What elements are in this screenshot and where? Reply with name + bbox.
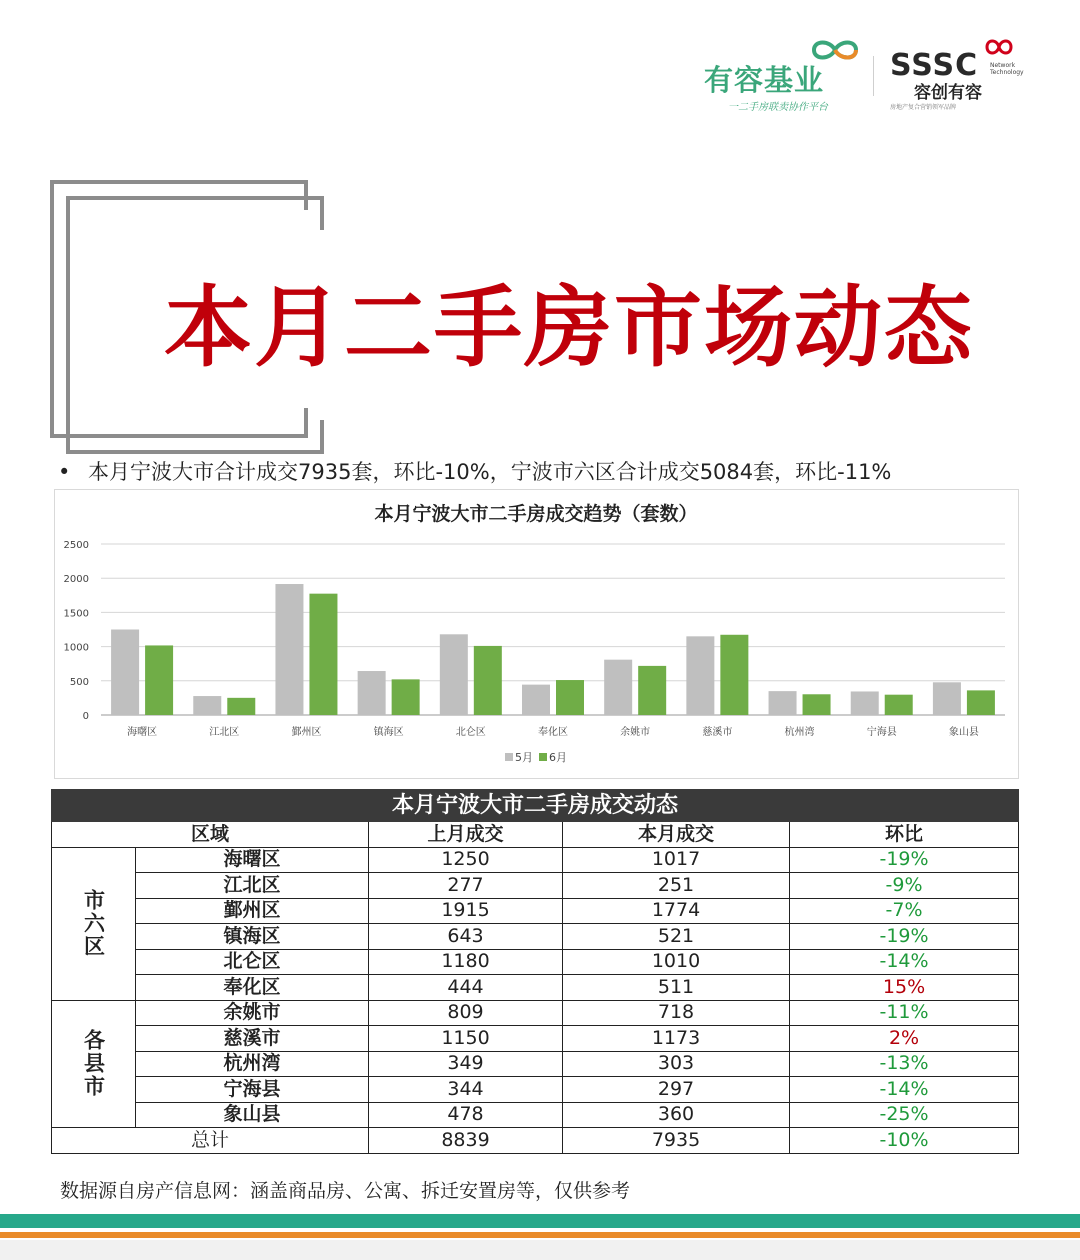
y-tick-label: 1500	[63, 608, 89, 620]
district-name: 北仑区	[136, 949, 369, 975]
this-month-value: 1173	[563, 1026, 790, 1052]
bar-june	[145, 645, 173, 715]
loop-icon	[984, 36, 1014, 58]
logo-right-brand: SSSC	[890, 48, 979, 83]
district-name: 宁海县	[136, 1077, 369, 1103]
x-tick-label: 海曙区	[127, 727, 158, 738]
ratio-value: -25%	[790, 1102, 1019, 1128]
ratio-value: -19%	[790, 924, 1019, 950]
ratio-value: -19%	[790, 847, 1019, 873]
logo-right-sub: 房地产复合营销领军品牌	[890, 104, 957, 111]
bar-june	[474, 646, 502, 715]
bar-june	[885, 695, 913, 715]
x-tick-label: 奉化区	[538, 727, 568, 738]
this-month-value: 511	[563, 975, 790, 1001]
ratio-value: 2%	[790, 1026, 1019, 1052]
table-body	[52, 847, 1019, 1153]
bullet-dot-icon: •	[58, 460, 71, 484]
last-month-value: 809	[369, 1000, 563, 1026]
district-name: 奉化区	[136, 975, 369, 1001]
header-this-month: 本月成交	[563, 822, 790, 848]
table-row	[52, 1077, 1019, 1103]
last-month-value: 1915	[369, 898, 563, 924]
ratio-value: -13%	[790, 1051, 1019, 1077]
last-month-value: 643	[369, 924, 563, 950]
this-month-value: 251	[563, 873, 790, 899]
logo-youronjiye	[700, 36, 865, 116]
transaction-table	[51, 789, 1019, 1154]
this-month-value: 303	[563, 1051, 790, 1077]
legend-label: 6月	[549, 751, 567, 764]
district-name: 象山县	[136, 1102, 369, 1128]
table-row	[52, 949, 1019, 975]
bar-june	[392, 679, 420, 715]
bar-may	[933, 682, 961, 715]
logo-sssc	[888, 36, 1038, 116]
bar-june	[967, 690, 995, 715]
table-row	[52, 898, 1019, 924]
logo-divider	[873, 56, 874, 96]
total-last-month: 8839	[369, 1128, 563, 1154]
y-tick-label: 500	[69, 676, 89, 688]
x-tick-label: 慈溪市	[702, 727, 733, 738]
last-month-value: 349	[369, 1051, 563, 1077]
this-month-value: 1010	[563, 949, 790, 975]
bar-may	[440, 634, 468, 715]
district-name: 余姚市	[136, 1000, 369, 1026]
header-region: 区域	[52, 822, 369, 848]
footer-band-grey	[0, 1240, 1080, 1260]
last-month-value: 444	[369, 975, 563, 1001]
this-month-value: 297	[563, 1077, 790, 1103]
header-last-month: 上月成交	[369, 822, 563, 848]
x-tick-label: 余姚市	[620, 727, 651, 738]
table-row	[52, 1000, 1019, 1026]
bar-june	[720, 635, 748, 715]
chart-svg	[55, 490, 1018, 778]
table-row-total	[52, 1128, 1019, 1154]
legend-swatch	[539, 753, 547, 761]
y-tick-label: 2000	[63, 574, 89, 586]
table-row	[52, 1051, 1019, 1077]
legend-label: 5月	[515, 751, 533, 764]
legend-swatch	[505, 753, 513, 761]
logo-left-brand: 有容基业	[704, 63, 825, 97]
ratio-value: -9%	[790, 873, 1019, 899]
ratio-value: -7%	[790, 898, 1019, 924]
table-row	[52, 847, 1019, 873]
header-ratio: 环比	[790, 822, 1019, 848]
table-row	[52, 873, 1019, 899]
chart-title: 本月宁波大市二手房成交趋势（套数）	[374, 503, 698, 525]
district-name: 慈溪市	[136, 1026, 369, 1052]
x-tick-label: 宁海县	[866, 727, 897, 738]
bar-may	[111, 630, 139, 716]
x-tick-label: 鄞州区	[291, 727, 322, 738]
last-month-value: 1180	[369, 949, 563, 975]
bar-june	[309, 594, 337, 715]
ratio-value: -14%	[790, 949, 1019, 975]
total-ratio: -10%	[790, 1128, 1019, 1154]
x-tick-label: 杭州湾	[784, 727, 815, 738]
this-month-value: 1774	[563, 898, 790, 924]
bar-june	[227, 698, 255, 715]
bar-june	[556, 680, 584, 715]
footer-band-teal	[0, 1214, 1080, 1228]
district-name: 海曙区	[136, 847, 369, 873]
this-month-value: 1017	[563, 847, 790, 873]
this-month-value: 718	[563, 1000, 790, 1026]
district-name: 镇海区	[136, 924, 369, 950]
table-row	[52, 975, 1019, 1001]
table-row	[52, 1026, 1019, 1052]
district-name: 鄞州区	[136, 898, 369, 924]
summary-text: 本月宁波大市合计成交7935套，环比-10%，宁波市六区合计成交5084套，环比-11%	[88, 460, 892, 484]
this-month-value: 521	[563, 924, 790, 950]
bar-june	[803, 694, 831, 715]
this-month-value: 360	[563, 1102, 790, 1128]
x-tick-label: 北仑区	[455, 727, 486, 738]
x-tick-label: 江北区	[209, 727, 240, 738]
x-tick-label: 镇海区	[373, 727, 404, 738]
district-name: 江北区	[136, 873, 369, 899]
last-month-value: 478	[369, 1102, 563, 1128]
bar-chart	[54, 489, 1019, 779]
bar-may	[358, 671, 386, 715]
bar-june	[638, 666, 666, 715]
last-month-value: 1250	[369, 847, 563, 873]
bar-may	[275, 584, 303, 715]
y-tick-label: 1000	[63, 642, 89, 654]
bar-may	[851, 691, 879, 715]
data-source-note: 数据源自房产信息网：涵盖商品房、公寓、拆迁安置房等，仅供参考	[60, 1180, 631, 1202]
last-month-value: 1150	[369, 1026, 563, 1052]
bar-may	[522, 685, 550, 715]
table-title: 本月宁波大市二手房成交动态	[52, 790, 1019, 822]
bar-may	[769, 691, 797, 715]
last-month-value: 277	[369, 873, 563, 899]
ratio-value: 15%	[790, 975, 1019, 1001]
logo-right-cn: 容创有容	[914, 83, 982, 103]
logo-right-network: Network Technology	[990, 62, 1024, 76]
x-tick-label: 象山县	[948, 727, 979, 738]
logo-left-tagline: 一二手房联卖协作平台	[728, 102, 828, 113]
table-row	[52, 1102, 1019, 1128]
total-label: 总计	[52, 1128, 369, 1154]
footer-band-orange	[0, 1232, 1080, 1238]
ratio-value: -11%	[790, 1000, 1019, 1026]
total-this-month: 7935	[563, 1128, 790, 1154]
table-row	[52, 924, 1019, 950]
summary-bullet	[58, 456, 891, 486]
district-name: 杭州湾	[136, 1051, 369, 1077]
bar-may	[686, 636, 714, 715]
y-tick-label: 2500	[63, 540, 89, 551]
group-label: 市六区	[52, 847, 136, 1000]
page-title: 本月二手房市场动态	[164, 276, 975, 379]
bar-may	[604, 660, 632, 715]
bar-may	[193, 696, 221, 715]
group-label: 各县市	[52, 1000, 136, 1128]
last-month-value: 344	[369, 1077, 563, 1103]
ratio-value: -14%	[790, 1077, 1019, 1103]
y-tick-label: 0	[82, 711, 89, 722]
